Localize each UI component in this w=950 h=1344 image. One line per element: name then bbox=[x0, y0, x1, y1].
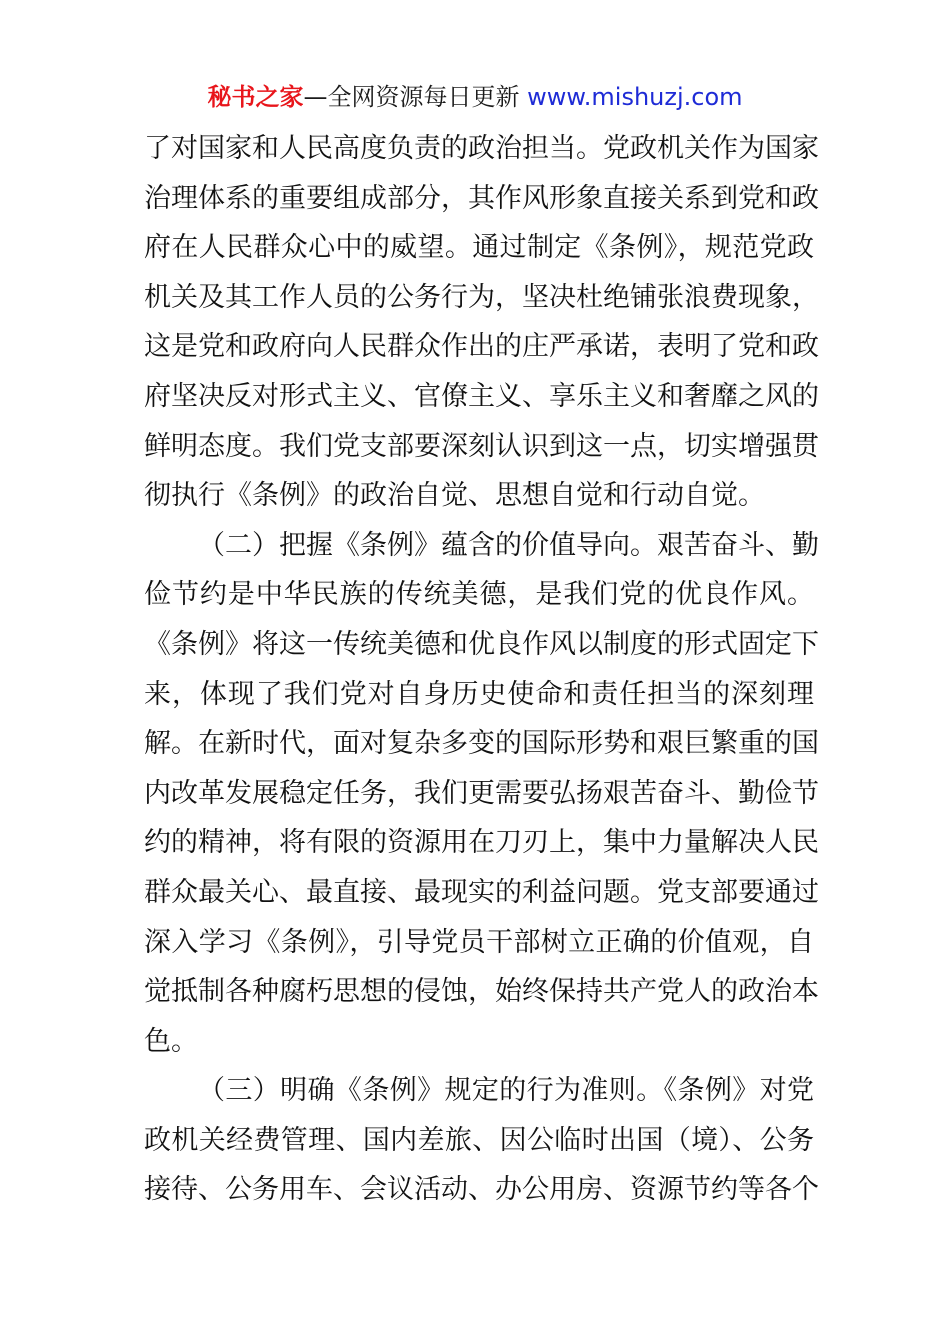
section-heading-line: （三）明确《条例》规定的行为准则。《条例》对党 bbox=[198, 1075, 814, 1107]
text-line: 群众最关心、最直接、最现实的利益问题。党支部要通过 bbox=[144, 876, 819, 908]
text-line: 鲜明态度。我们党支部要深刻认识到这一点，切实增强贯 bbox=[144, 430, 819, 462]
text-line: 色。 bbox=[144, 1025, 198, 1057]
text-line: 府坚决反对形式主义、官僚主义、享乐主义和奢靡之风的 bbox=[144, 380, 819, 412]
header-brand: 秘书之家 bbox=[207, 83, 304, 111]
page-header bbox=[0, 80, 950, 114]
text-line: 彻执行《条例》的政治自觉、思想自觉和行动自觉。 bbox=[144, 480, 765, 512]
text-line: 约的精神，将有限的资源用在刀刃上，集中力量解决人民 bbox=[144, 827, 819, 859]
text-line: 《条例》将这一传统美德和优良作风以制度的形式固定下 bbox=[144, 628, 819, 660]
text-line: 了对国家和人民高度负责的政治担当。党政机关作为国家 bbox=[144, 133, 819, 164]
text-line: 俭节约是中华民族的传统美德，是我们党的优良作风。 bbox=[144, 579, 814, 611]
text-line: 来，体现了我们党对自身历史使命和责任担当的深刻理 bbox=[144, 678, 814, 710]
text-line: 府在人民群众心中的威望。通过制定《条例》，规范党政 bbox=[144, 232, 814, 264]
section-heading-line: （二）把握《条例》蕴含的价值导向。艰苦奋斗、勤 bbox=[198, 529, 819, 561]
text-line: 解。在新时代，面对复杂多变的国际形势和艰巨繁重的国 bbox=[144, 728, 819, 760]
header-url-link[interactable]: www.mishuzj.com bbox=[527, 83, 743, 111]
text-line: 内改革发展稳定任务，我们更需要弘扬艰苦奋斗、勤俭节 bbox=[144, 777, 819, 809]
header-slogan: —全网资源每日更新 bbox=[303, 83, 520, 111]
text-line: 治理体系的重要组成部分，其作风形象直接关系到党和政 bbox=[144, 182, 819, 214]
text-line: 深入学习《条例》，引导党员干部树立正确的价值观，自 bbox=[144, 926, 814, 958]
text-line: 政机关经费管理、国内差旅、因公临时出国（境）、公务 bbox=[144, 1124, 814, 1156]
text-line: 这是党和政府向人民群众作出的庄严承诺，表明了党和政 bbox=[144, 331, 819, 363]
text-line: 接待、公务用车、会议活动、办公用房、资源节约等各个 bbox=[144, 1174, 819, 1206]
text-line: 觉抵制各种腐朽思想的侵蚀，始终保持共产党人的政治本 bbox=[144, 976, 819, 1008]
text-line: 机关及其工作人员的公务行为，坚决杜绝铺张浪费现象， bbox=[144, 281, 819, 313]
document-body bbox=[144, 124, 819, 1215]
